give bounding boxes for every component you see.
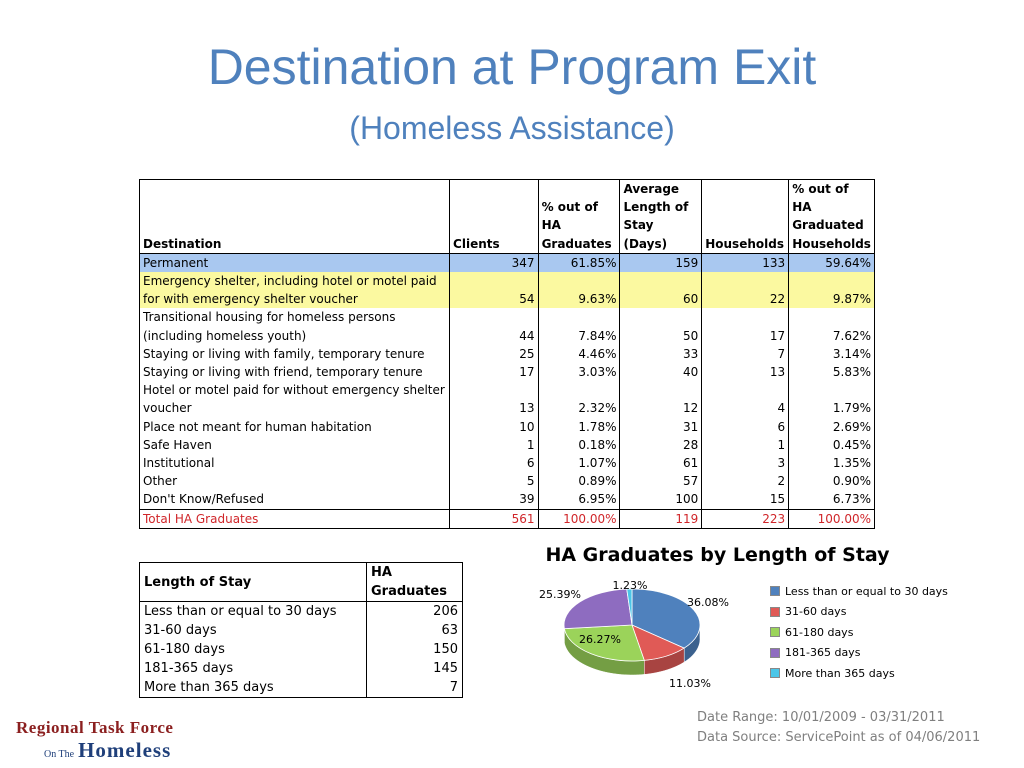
cell-households: 4 xyxy=(702,381,789,417)
cell-households: 2 xyxy=(702,472,789,490)
los-value: 7 xyxy=(367,678,463,698)
cell-destination: Permanent xyxy=(140,253,450,272)
cell-pct: 7.84% xyxy=(538,308,620,344)
los-value: 63 xyxy=(367,621,463,640)
los-label: 181-365 days xyxy=(140,659,367,678)
cell-destination: Place not meant for human habitation xyxy=(140,418,450,436)
table-header-row xyxy=(140,180,875,254)
legend-swatch xyxy=(770,668,780,678)
cell-avg-stay: 100 xyxy=(620,490,702,509)
page-title: Destination at Program Exit xyxy=(207,39,817,95)
table-row xyxy=(140,272,875,308)
cell-destination: Emergency shelter, including hotel or motel paid for with emergency shelter voucher xyxy=(140,272,450,308)
los-label: 61-180 days xyxy=(140,640,367,659)
cell-pct-hh: 59.64% xyxy=(789,253,875,272)
los-value: 145 xyxy=(367,659,463,678)
table-row xyxy=(140,454,875,472)
cell-households: 13 xyxy=(702,363,789,381)
col-header-clients: Clients xyxy=(450,180,539,254)
cell-pct-hh: 6.73% xyxy=(789,490,875,509)
col-header-destination: Destination xyxy=(140,180,450,254)
cell-pct: 2.32% xyxy=(538,381,620,417)
cell-avg-stay: 50 xyxy=(620,308,702,344)
col-header-pct-graduates: % out of HA Graduates xyxy=(538,180,620,254)
table-row xyxy=(140,381,875,417)
cell-pct-hh: 1.79% xyxy=(789,381,875,417)
cell-clients: 54 xyxy=(450,272,539,308)
pie-data-label: 11.03% xyxy=(669,677,711,690)
total-avg-stay: 119 xyxy=(620,509,702,528)
cell-pct-hh: 9.87% xyxy=(789,272,875,308)
pie-data-label: 26.27% xyxy=(579,633,621,646)
cell-households: 1 xyxy=(702,436,789,454)
data-source: Data Source: ServicePoint as of 04/06/2011 xyxy=(697,730,981,745)
destination-table xyxy=(139,179,875,529)
cell-clients: 10 xyxy=(450,418,539,436)
table-row xyxy=(140,308,875,344)
cell-clients: 25 xyxy=(450,345,539,363)
logo-line-3: Homeless xyxy=(78,738,172,762)
table-row xyxy=(140,436,875,454)
cell-clients: 17 xyxy=(450,363,539,381)
cell-destination: Transitional housing for homeless persons (including homeless youth) xyxy=(140,308,450,344)
los-row xyxy=(140,659,463,678)
cell-destination: Don't Know/Refused xyxy=(140,490,450,509)
table-row xyxy=(140,472,875,490)
footer xyxy=(697,708,980,748)
col-header-length-of-stay: Length of Stay xyxy=(140,563,367,602)
cell-households: 22 xyxy=(702,272,789,308)
cell-pct: 0.89% xyxy=(538,472,620,490)
cell-pct: 1.07% xyxy=(538,454,620,472)
legend-label: Less than or equal to 30 days xyxy=(785,584,948,598)
cell-households: 15 xyxy=(702,490,789,509)
cell-destination: Hotel or motel paid for without emergency shelter voucher xyxy=(140,381,450,417)
los-header-row xyxy=(140,563,463,602)
cell-pct-hh: 1.35% xyxy=(789,454,875,472)
col-header-ha-graduates: HA Graduates xyxy=(367,563,463,602)
legend-label: More than 365 days xyxy=(785,666,895,680)
cell-pct-hh: 5.83% xyxy=(789,363,875,381)
cell-households: 133 xyxy=(702,253,789,272)
chart-legend xyxy=(770,581,948,684)
cell-avg-stay: 159 xyxy=(620,253,702,272)
cell-destination: Other xyxy=(140,472,450,490)
cell-pct: 61.85% xyxy=(538,253,620,272)
total-row xyxy=(140,509,875,528)
legend-swatch xyxy=(770,586,780,596)
los-row xyxy=(140,621,463,640)
legend-item xyxy=(770,643,948,664)
cell-destination: Institutional xyxy=(140,454,450,472)
cell-households: 7 xyxy=(702,345,789,363)
legend-label: 61-180 days xyxy=(785,625,854,639)
total-pct-hh: 100.00% xyxy=(789,509,875,528)
pie-data-label: 1.23% xyxy=(612,579,648,592)
los-value: 150 xyxy=(367,640,463,659)
los-label: 31-60 days xyxy=(140,621,367,640)
cell-pct-hh: 0.90% xyxy=(789,472,875,490)
legend-item xyxy=(770,663,948,684)
total-destination: Total HA Graduates xyxy=(140,509,450,528)
cell-avg-stay: 57 xyxy=(620,472,702,490)
cell-pct-hh: 0.45% xyxy=(789,436,875,454)
cell-pct-hh: 3.14% xyxy=(789,345,875,363)
legend-label: 31-60 days xyxy=(785,605,847,619)
legend-swatch xyxy=(770,627,780,637)
los-label: Less than or equal to 30 days xyxy=(140,602,367,622)
cell-destination: Staying or living with friend, temporary tenure xyxy=(140,363,450,381)
cell-avg-stay: 60 xyxy=(620,272,702,308)
table-row xyxy=(140,418,875,436)
cell-clients: 1 xyxy=(450,436,539,454)
legend-item xyxy=(770,602,948,623)
legend-swatch xyxy=(770,607,780,617)
col-header-avg-stay: Average Length of Stay (Days) xyxy=(620,180,702,254)
los-value: 206 xyxy=(367,602,463,622)
cell-clients: 39 xyxy=(450,490,539,509)
cell-households: 6 xyxy=(702,418,789,436)
total-households: 223 xyxy=(702,509,789,528)
los-row xyxy=(140,602,463,622)
cell-pct: 6.95% xyxy=(538,490,620,509)
cell-pct-hh: 7.62% xyxy=(789,308,875,344)
cell-avg-stay: 12 xyxy=(620,381,702,417)
cell-households: 3 xyxy=(702,454,789,472)
date-range: Date Range: 10/01/2009 - 03/31/2011 xyxy=(697,710,945,725)
logo-line-1: Regional Task Force xyxy=(16,718,174,737)
cell-pct-hh: 2.69% xyxy=(789,418,875,436)
col-header-pct-households: % out of HA Graduated Households xyxy=(789,180,875,254)
cell-pct: 4.46% xyxy=(538,345,620,363)
cell-destination: Staying or living with family, temporary tenure xyxy=(140,345,450,363)
logo-line-2: On The xyxy=(44,749,75,760)
cell-pct: 9.63% xyxy=(538,272,620,308)
chart-title: HA Graduates by Length of Stay xyxy=(545,544,890,566)
organization-logo xyxy=(16,718,173,763)
legend-label: 181-365 days xyxy=(785,646,861,660)
cell-pct: 0.18% xyxy=(538,436,620,454)
cell-avg-stay: 31 xyxy=(620,418,702,436)
cell-households: 17 xyxy=(702,308,789,344)
table-row xyxy=(140,490,875,509)
table-row xyxy=(140,363,875,381)
cell-clients: 13 xyxy=(450,381,539,417)
table-row xyxy=(140,253,875,272)
los-row xyxy=(140,678,463,698)
legend-item xyxy=(770,581,948,602)
legend-swatch xyxy=(770,648,780,658)
legend-item xyxy=(770,622,948,643)
total-clients: 561 xyxy=(450,509,539,528)
pie-chart xyxy=(530,575,770,695)
cell-clients: 347 xyxy=(450,253,539,272)
cell-pct: 3.03% xyxy=(538,363,620,381)
cell-clients: 6 xyxy=(450,454,539,472)
cell-pct: 1.78% xyxy=(538,418,620,436)
pie-data-label: 25.39% xyxy=(539,588,581,601)
cell-avg-stay: 33 xyxy=(620,345,702,363)
cell-avg-stay: 61 xyxy=(620,454,702,472)
pie-data-label: 36.08% xyxy=(687,596,729,609)
cell-destination: Safe Haven xyxy=(140,436,450,454)
cell-clients: 5 xyxy=(450,472,539,490)
los-row xyxy=(140,640,463,659)
col-header-households: Households xyxy=(702,180,789,254)
page-subtitle: (Homeless Assistance) xyxy=(349,110,675,146)
los-label: More than 365 days xyxy=(140,678,367,698)
cell-avg-stay: 40 xyxy=(620,363,702,381)
cell-clients: 44 xyxy=(450,308,539,344)
table-row xyxy=(140,345,875,363)
length-of-stay-table xyxy=(139,562,463,698)
cell-avg-stay: 28 xyxy=(620,436,702,454)
total-pct: 100.00% xyxy=(538,509,620,528)
